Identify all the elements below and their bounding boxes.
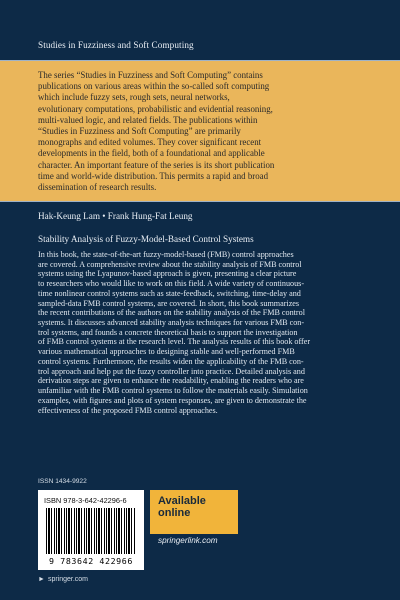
- series-description: The series “Studies in Fuzziness and Soft Computing” contains publications on various areas within the so-called soft computing which include fuzzy sets, rough sets, neural networks, evolutionary computations, probabilistic and evidential reasoning, multi-valued logic, and related fields. The publications within “Studies in Fuzziness and Soft Computing” are primarily monographs and edited volumes. They cover significant recent developments in the field, both of a foundational and applicable character. An important feature of the series is its short publication time and world-wide distribution. This permits a rapid and broad dissemination of research results.: [38, 70, 275, 193]
- series-description-box: [0, 61, 400, 201]
- middle-divider: [0, 201, 400, 202]
- book-title: Stability Analysis of Fuzzy-Model-Based Control Systems: [38, 234, 254, 244]
- publisher: [38, 576, 88, 583]
- springerlink-url: springerlink.com: [158, 536, 218, 545]
- issn: ISSN 1434-9922: [38, 478, 87, 485]
- barcode-number: 9 783642 422966: [49, 556, 133, 566]
- arrow-icon: ►: [38, 576, 45, 583]
- isbn: ISBN 978-3-642-42296-6: [44, 496, 127, 505]
- book-description: In this book, the state-of-the-art fuzzy-model-based (FMB) control approaches are covered. A comprehensive review about the stability analysis of FMB control systems using the Lyapunov-based approach is given, presenting a clear picture to researchers who would like to work on this field. A wide variety of continuous- time nonlinear control systems such as state-feedback, switching, time-delay and sampled-data FMB control systems, are covered. In short, this book summarizes the recent contributions of the authors on the stability analysis of the FMB control systems. It discusses advanced stability analysis techniques for various FMB con- trol systems, and founds a concrete theoretical basis to support the investigation of FMB control systems at the research level. The analysis results of this book offer various mathematical approaches to designing stable and well-performed FMB control systems. Furthermore, the results widen the applicability of the FMB con- trol approach and help put the fuzzy controller into practice. Detailed analysis and derivation steps are given to enhance the readability, enabling the readers who are unfamiliar with the FMB control systems to follow the materials easily. Simulation examples, with figures and plots of system responses, are given to demonstrate the effectiveness of the proposed FMB control approaches.: [38, 250, 311, 415]
- authors: Hak-Keung Lam • Frank Hung-Fat Leung: [38, 211, 193, 221]
- series-title: Studies in Fuzziness and Soft Computing: [38, 40, 194, 50]
- available-online-badge: [150, 490, 238, 534]
- barcode-bars: [46, 508, 136, 554]
- available-online-label: Available online: [158, 495, 206, 519]
- publisher-url: springer.com: [47, 576, 89, 583]
- barcode: [38, 490, 144, 570]
